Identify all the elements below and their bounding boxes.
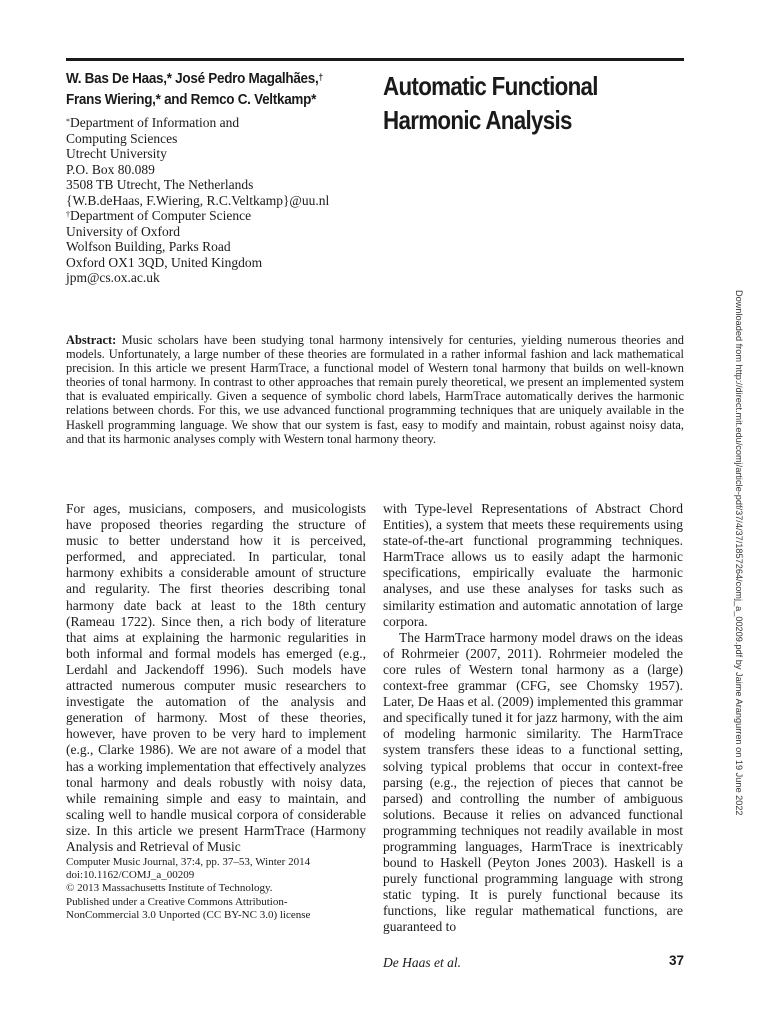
- title-line-2: Harmonic Analysis: [383, 105, 572, 135]
- body-paragraph: The HarmTrace harmony model draws on the ideas of Rohrmeier (2007, 2011). Rohrmeier modeled the core rules of Western tonal harmony as a (large) context-free grammar (CFG, see Chomsky 1957). Later, De Haas et al. (2009) implemented this grammar and specifically tuned it for jazz harmony, with the aim of modeling harmonic similarity. The HarmTrace system transfers these ideas to a functional setting, solving typical problems that occur in context-free parsing (e.g., the rejection of pieces that cannot be parsed) and controlling the number of ambiguous solutions. Because it relies on advanced functional programming techniques not readily available in most programming languages, HarmTrace is inextricably bound to Haskell (Peyton Jones 2003). Haskell is a purely functional programming language with strong static typing. It is purely functional because its functions, like regular mathematical functions, are guaranteed to: [383, 629, 683, 935]
- body-column-right: [383, 501, 683, 936]
- title-line-1: Automatic Functional: [383, 71, 598, 101]
- footnote-license: NonCommercial 3.0 Unported (CC BY-NC 3.0) license: [66, 908, 311, 921]
- page-number: 37: [668, 953, 684, 968]
- top-rule: [66, 58, 684, 61]
- affiliation-line: Computing Sciences: [66, 130, 178, 146]
- affiliations: [66, 115, 386, 286]
- footnote-journal: Computer Music Journal, 37:4, pp. 37–53, Winter 2014: [66, 856, 311, 868]
- abstract-label: Abstract:: [66, 333, 117, 347]
- abstract: [66, 333, 684, 446]
- abstract-text: Music scholars have been studying tonal harmony intensively for centuries, yielding numerous theories and models. Unfortunately, a large number of these theories are formulated in a rather informal fashion and lack mathematical precision. In this article we present HarmTrace, a functional model of Western tonal harmony that builds on well-known theories of tonal harmony. In contrast to other approaches that remain purely theoretical, we present an implemented system that is evaluated empirically. Given a sequence of symbolic chord labels, HarmTrace automatically derives the harmonic relations between chords. For this, we use advanced functional programming techniques that are uniquely available in the Haskell programming language. We show that our system is fast, easy to modify and maintain, robust against noisy data, and that its harmonic analyses comply with Western tonal harmony theory.: [66, 333, 684, 446]
- body-column-left: [66, 501, 366, 855]
- affiliation-line: Utrecht University: [66, 146, 167, 161]
- affiliation-email: jpm@cs.ox.ac.uk: [66, 270, 160, 285]
- authors-line-1: W. Bas De Haas,* José Pedro Magalhães,: [66, 71, 319, 87]
- affiliation-line: Oxford OX1 3QD, United Kingdom: [66, 254, 263, 270]
- affiliation-mark-star: *: [66, 117, 70, 126]
- article-title: [383, 69, 641, 137]
- affiliation-emails: {W.B.deHaas, F.Wiering, R.C.Veltkamp}@uu.nl: [66, 192, 330, 208]
- footnote-copyright: © 2013 Massachusetts Institute of Technology.: [66, 882, 273, 895]
- download-note-text: Downloaded from http://direct.mit.edu/comj/article-pdf/37/4/37/1857264/comj_a_00209.pdf by Jaime Arangurren on 19 June 2022: [734, 290, 744, 816]
- body-paragraph: For ages, musicians, composers, and musicologists have proposed theories regarding the structure of music to better understand how it is perceived, performed, and appreciated. In particular, tonal harmony exhibits a considerable amount of structure and regularity. The first theories describing tonal harmony date back at least to the 18th century (Rameau 1722). Since then, a rich body of literature that aims at explaining the harmonic regularities in both informal and formal models has emerged (e.g., Lerdahl and Jackendoff 1996). Such models have attracted numerous computer music researchers to investigate the automation of the analysis and generation of harmony. Most of these theories, however, have proven to be very hard to implement (e.g., Clarke 1986). We are not aware of a model that has a working implementation that effectively analyzes tonal harmony and deals robustly with noisy data, while remaining simple and easy to maintain, and scaling well to handle musical corpora of considerable size. In this article we present HarmTrace (Harmony Analysis and Retrieval of Music: [66, 501, 366, 854]
- affiliation-line: P.O. Box 80.089: [66, 161, 155, 177]
- footnote-doi: doi:10.1162/COMJ_a_00209: [66, 869, 195, 882]
- running-author: De Haas et al.: [383, 955, 461, 970]
- download-watermark: [732, 290, 746, 990]
- affiliation-line: Department of Computer Science: [70, 208, 252, 223]
- authors-line-2: Frans Wiering,* and Remco C. Veltkamp*: [66, 92, 317, 108]
- author-list: [66, 69, 345, 111]
- affiliation-line: University of Oxford: [66, 223, 180, 239]
- affiliation-line: Wolfson Building, Parks Road: [66, 239, 231, 254]
- body-paragraph: with Type-level Representations of Abstract Chord Entities), a system that meets these requirements using state-of-the-art functional programming techniques. HarmTrace allows us to easily adapt the harmonic specifications, empirically evaluate the harmonic analyses, and use these analyses for tasks such as similarity estimation and automatic annotation of large corpora.: [383, 501, 683, 629]
- affiliation-mark-dagger: †: [66, 210, 70, 219]
- footnote-license: Published under a Creative Commons Attribution-: [66, 895, 288, 908]
- affiliation-line: Department of Information and: [70, 115, 240, 130]
- affiliation-line: 3508 TB Utrecht, The Netherlands: [66, 177, 254, 192]
- publication-footnote: [66, 856, 366, 922]
- affiliation-mark-dagger: †: [318, 72, 323, 82]
